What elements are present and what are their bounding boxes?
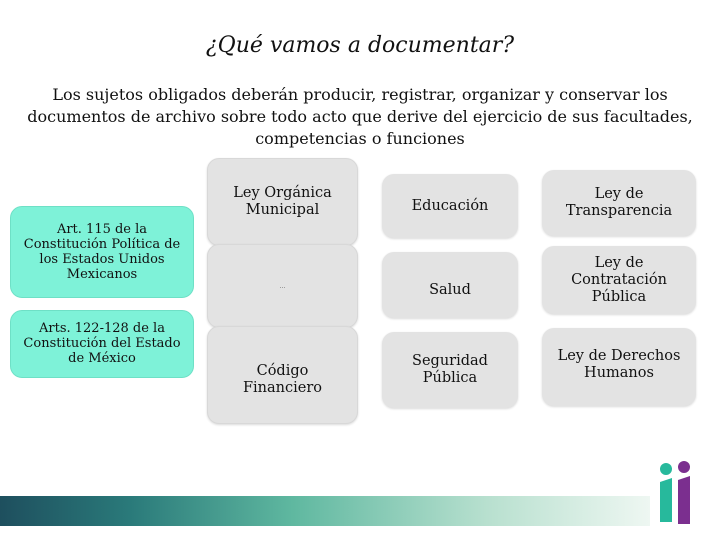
topic-box-security [382, 332, 518, 408]
legal-basis-box-2 [10, 310, 194, 378]
regulation-label: Código Financiero [242, 363, 323, 396]
law-box-transparency [542, 170, 696, 236]
footer-gradient-bar [0, 496, 650, 526]
law-label: Ley de Derechos Humanos [557, 348, 681, 381]
legal-basis-box-1 [10, 206, 194, 298]
regulation-label: Ley Orgánica Municipal [233, 185, 332, 218]
regulation-box-1 [207, 158, 358, 246]
topic-box-health [382, 252, 518, 318]
regulation-box-3 [207, 326, 358, 424]
topic-label: Educación [411, 197, 489, 214]
legal-basis-label: Art. 115 de la Constitución Política de los Estados Unidos Mexicanos [23, 222, 181, 282]
topic-box-education [382, 174, 518, 238]
law-box-public-contracting [542, 246, 696, 314]
law-label: Ley de Transparencia [565, 186, 673, 219]
topic-label: Seguridad Pública [412, 353, 488, 386]
slide-title: ¿Qué vamos a documentar? [205, 33, 515, 58]
legal-basis-label: Arts. 122-128 de la Constitución del Estado de México [23, 321, 181, 366]
law-label: Ley de Contratación Pública [571, 254, 667, 305]
intro-paragraph: Los sujetos obligados deberán producir, registrar, organizar y conservar los documentos de archivo sobre todo acto que derive del ejercicio de sus facultades, competencias o funciones [27, 85, 693, 148]
institution-logo-icon [656, 460, 696, 526]
regulation-box-2 [207, 244, 358, 328]
regulation-label: ... [279, 282, 286, 290]
topic-label: Salud [429, 281, 471, 298]
law-box-human-rights [542, 328, 696, 406]
